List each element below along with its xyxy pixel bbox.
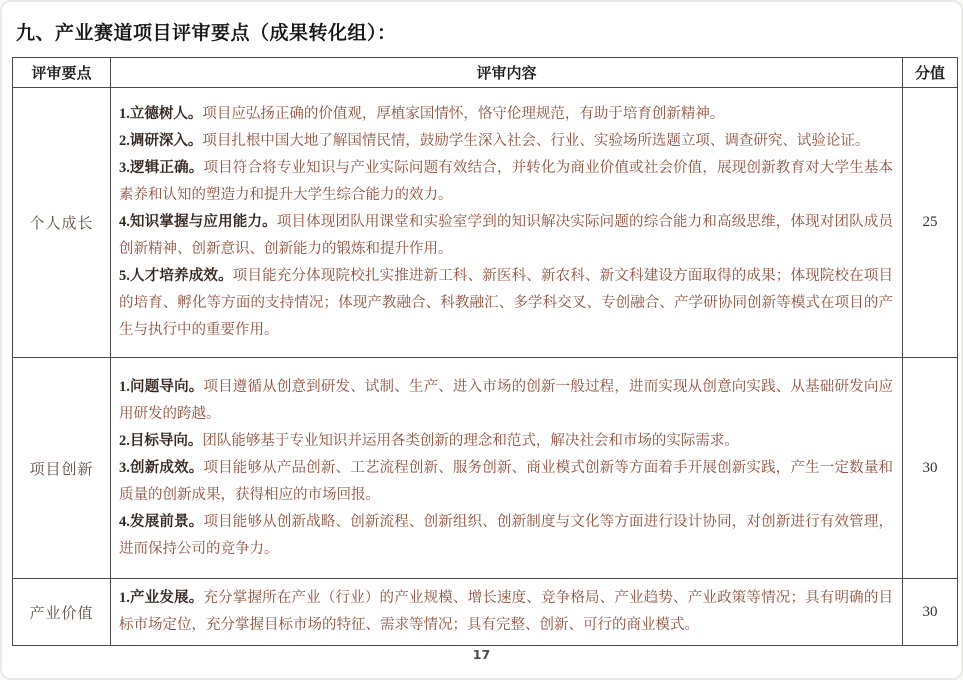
item-label: 5.人才培养成效。: [119, 268, 233, 284]
item-text: 项目体现团队用课堂和实验室学到的知识解决实际问题的综合能力和高级思维，体现对团队成员创新精神、创新意识、创新能力的锻炼和提升作用。: [119, 214, 894, 257]
review-item: [119, 209, 893, 263]
item-text: 充分掌握所在产业（行业）的产业规模、增长速度、竞争格局、产业趋势、产业政策等情况；具有明确的目标市场定位，充分掌握目标市场的特征、需求等情况；具有完整、创新、可行的商业模式。: [119, 590, 894, 633]
review-item: [119, 585, 893, 639]
review-item: [119, 509, 893, 563]
table-row-industry-value: [13, 579, 958, 646]
col-header-review-point: 评审要点: [13, 58, 111, 88]
item-label: 1.立德树人。: [119, 106, 203, 122]
item-text: 项目能充分体现院校扎实推进新工科、新医科、新农科、新文科建设方面取得的成果；体现院校在项目的培育、孵化等方面的支持情况；体现产教融合、科教融汇、多学科交叉、专创融合、产学研协同创新等模式在项目的产生与执行中的重要作用。: [119, 268, 893, 338]
category-cell: 产业价值: [13, 579, 111, 646]
score-cell: 25: [903, 88, 958, 358]
content-cell: [111, 579, 903, 646]
table-row-personal-growth: [13, 88, 958, 358]
page-number: 17: [472, 647, 491, 662]
item-label: 2.调研深入。: [119, 133, 203, 149]
content-cell: [111, 358, 903, 579]
item-label: 2.目标导向。: [119, 432, 203, 449]
review-item: [119, 263, 893, 344]
item-label: 1.产业发展。: [119, 590, 204, 606]
review-item: [119, 101, 893, 128]
item-text: 团队能够基于专业知识并运用各类创新的理念和范式，解决社会和市场的实际需求。: [202, 432, 739, 449]
review-table: [12, 57, 958, 646]
item-label: 1.问题导向。: [119, 378, 204, 395]
item-text: 项目符合将专业知识与产业实际问题有效结合，并转化为商业价值或社会价值，展现创新教育对大学生基本素养和认知的塑造力和提升大学生综合能力的效力。: [119, 160, 894, 203]
item-text: 项目扎根中国大地了解国情民情，鼓励学生深入社会、行业、实验场所选题立项、调查研究、试验论证。: [202, 133, 870, 149]
review-item: [119, 128, 893, 155]
item-label: 3.创新成效。: [119, 459, 204, 476]
item-label: 4.知识掌握与应用能力。: [119, 214, 277, 230]
item-text: 项目能够从创新战略、创新流程、创新组织、创新制度与文化等方面进行设计协同，对创新进行有效管理，进而保持公司的竞争力。: [119, 513, 894, 557]
item-label: 3.逻辑正确。: [119, 160, 204, 176]
review-item: [119, 428, 893, 455]
score-cell: 30: [903, 358, 958, 579]
section-title: 九、产业赛道项目评审要点（成果转化组）：: [16, 22, 397, 44]
review-item: [119, 155, 893, 209]
col-header-score: 分值: [903, 58, 958, 88]
item-text: 项目能够从产品创新、工艺流程创新、服务创新、商业模式创新等方面着手开展创新实践，产生一定数量和质量的创新成果，获得相应的市场回报。: [119, 459, 894, 503]
item-text: 项目应弘扬正确的价值观，厚植家国情怀，恪守伦理规范，有助于培育创新精神。: [202, 106, 725, 122]
score-cell: 30: [903, 579, 958, 646]
table-header-row: [13, 58, 958, 88]
category-cell: 项目创新: [13, 358, 111, 579]
item-text: 项目遵循从创意到研发、试制、生产、进入市场的创新一般过程，进而实现从创意向实践、从基础研发向应用研发的跨越。: [119, 378, 894, 422]
content-cell: [111, 88, 903, 358]
item-label: 4.发展前景。: [119, 513, 204, 530]
review-item: [119, 374, 893, 428]
table-row-project-innovation: [13, 358, 958, 579]
col-header-review-content: 评审内容: [111, 58, 903, 88]
category-cell: 个人成长: [13, 88, 111, 358]
review-item: [119, 455, 893, 509]
